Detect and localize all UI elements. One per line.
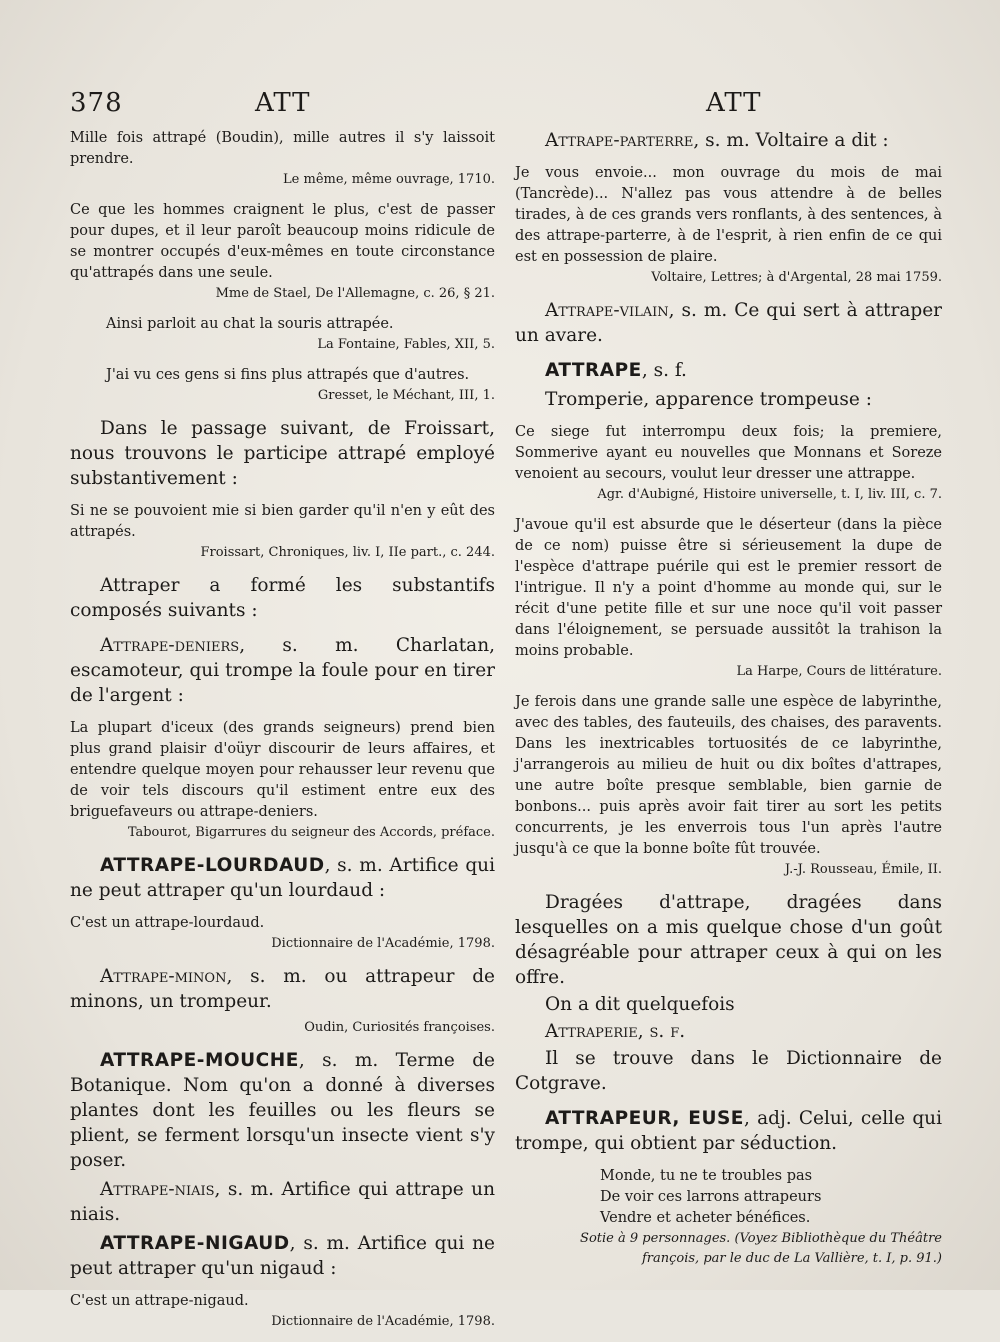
- entry-attrapeur: [515, 1106, 942, 1156]
- entry-headword: Attrape-minon: [100, 966, 227, 987]
- citation-source: Froissart, Chroniques, liv. I, IIe part., c. 244.: [200, 545, 495, 560]
- entry-headword: Attrape-deniers: [100, 635, 240, 656]
- citation-source: La Harpe, Cours de littérature.: [736, 664, 942, 679]
- body-paragraph: Attraper a formé les substantifs composés suivants :: [70, 575, 495, 621]
- entry-attrape-lourdaud: [70, 853, 495, 903]
- entry-headword: ATTRAPE-LOURDAUD: [100, 855, 325, 876]
- citation-source: Le même, même ouvrage, 1710.: [283, 172, 495, 187]
- entry-definition-line: Tromperie, apparence trompeuse :: [545, 389, 872, 410]
- entry-headword: Attrape-vilain: [545, 300, 669, 321]
- quotation: Je vous envoie... mon ouvrage du mois de mai (Tancrède)... N'allez pas vous attendre à de belles tirades, à de ces grands vers ronflants, à des sentences, à des attrape-parterre, à de l'esprit, à rien enfin de ce qui est en possession de plaire.: [515, 165, 942, 265]
- entry-headword: ATTRAPE-MOUCHE: [100, 1050, 299, 1071]
- quotation: Ce que les hommes craignent le plus, c'est de passer pour dupes, et il leur paroît beaucoup moins ridicule de se montrer occupés d'eux-mêmes en toute circonstance qu'attrapés dans une seule.: [70, 202, 495, 281]
- entry-attrape-mouche: [70, 1048, 495, 1173]
- entry-attrape-parterre: [515, 128, 942, 153]
- entry-definition: , s. m. Artifice qui ne peut attraper qu'un nigaud :: [70, 1233, 495, 1279]
- entry-definition: , adj. Celui, celle qui trompe, qui obtient par séduction.: [515, 1108, 943, 1154]
- citation-source: Oudin, Curiosités françoises.: [304, 1020, 495, 1035]
- entry-definition: , s. m. Artifice qui ne peut attraper qu'un lourdaud :: [70, 855, 495, 901]
- quotation: La plupart d'iceux (des grands seigneurs) prend bien plus grand plaisir d'oüyr discourir de leurs affaires, et entendre quelque moyen pour rehausser leur revenu que de voir tels discours qu'il estiment entre eux des briguefaveurs ou attrape-deniers.: [70, 720, 495, 820]
- entry-definition: , s. m. Terme de Botanique. Nom qu'on a donné à diverses plantes dont les feuilles ou les fleurs se plient, se ferment lorsqu'un insecte vient s'y poser.: [70, 1050, 495, 1171]
- body-paragraph: Il se trouve dans le Dictionnaire de Cotgrave.: [515, 1048, 942, 1094]
- verse-line: Vendre et acheter bénéfices.: [600, 1210, 811, 1226]
- body-paragraph: Dans le passage suivant, de Froissart, nous trouvons le participe attrapé employé substantivement :: [70, 418, 495, 489]
- entry-definition: , s. m. Ce qui sert à attraper un avare.: [515, 300, 942, 346]
- quotation: Ainsi parloit au chat la souris attrapée.: [106, 316, 394, 332]
- body-paragraph: Attraperie, s. f.: [545, 1021, 686, 1042]
- verse-line: Monde, tu ne te troubles pas: [600, 1168, 813, 1184]
- body-paragraph: On a dit quelquefois: [545, 994, 735, 1015]
- entry-definition: , s. m. ou attrapeur de minons, un trompeur.: [70, 966, 495, 1012]
- citation-source: Voltaire, Lettres; à d'Argental, 28 mai 1759.: [651, 270, 942, 285]
- entry-headword: ATTRAPE-NIGAUD: [100, 1233, 290, 1254]
- quotation: J'ai vu ces gens si fins plus attrapés que d'autres.: [106, 367, 470, 383]
- entry-attrape-niais: [70, 1177, 495, 1227]
- verse-quotation: [515, 1166, 942, 1229]
- entry-definition: , s. m. Charlatan, escamoteur, qui trompe la foule pour en tirer de l'argent :: [70, 635, 495, 706]
- entry-headword: ATTRAPE: [545, 360, 642, 381]
- citation-source: Dictionnaire de l'Académie, 1798.: [271, 1314, 495, 1329]
- entry-headword: Attrape-niais: [100, 1179, 215, 1200]
- quotation: Ce siege fut interrompu deux fois; la premiere, Sommerive ayant eu nouvelles que Monnans et Soreze venoient au secours, voulut leur dresser une attrappe.: [515, 424, 942, 482]
- left-running-head: ATT: [255, 88, 311, 118]
- entry-definition: , s. m. Voltaire a dit :: [693, 130, 889, 151]
- quotation: Mille fois attrapé (Boudin), mille autres il s'y laissoit prendre.: [70, 130, 495, 167]
- left-column: [70, 128, 495, 1342]
- right-column: [515, 128, 942, 1279]
- entry-attrape: [515, 358, 942, 383]
- citation-source: Agr. d'Aubigné, Histoire universelle, t. I, liv. III, c. 7.: [597, 487, 942, 502]
- entry-headword: ATTRAPEUR, EUSE: [545, 1108, 744, 1129]
- entry-attrape-deniers: [70, 633, 495, 708]
- body-paragraph: Dragées d'attrape, dragées dans lesquelles on a mis quelque chose d'un goût désagréable pour attraper ceux à qui on les offre.: [515, 892, 942, 988]
- citation-source: Sotie à 9 personnages. (Voyez Bibliothèque du Théâtre françois, par le duc de La Vallière, t. I, p. 91.): [580, 1231, 942, 1266]
- quotation: Je ferois dans une grande salle une espèce de labyrinthe, avec des tables, des fauteuils, des chaises, des paravents. Dans les inextricables tortuosités de ce labyrinthe, j'arrangerois au milieu de huit ou dix boîtes d'attrapes, une autre boîte presque semblable, bien garnie de bonbons... puis après avoir fait tirer au sort les petits concurrents, je les enverrois tous l'un après l'autre jusqu'à ce que la bonne boîte fût trouvée.: [515, 694, 942, 857]
- entry-attrape-vilain: [515, 298, 942, 348]
- quotation: C'est un attrape-lourdaud.: [70, 915, 265, 931]
- quotation: C'est un attrape-nigaud.: [70, 1293, 249, 1309]
- verse-line: De voir ces larrons attrapeurs: [600, 1189, 822, 1205]
- right-running-head: ATT: [706, 88, 762, 118]
- citation-source: Tabourot, Bigarrures du seigneur des Accords, préface.: [127, 825, 495, 840]
- quotation: Si ne se pouvoient mie si bien garder qu'il n'en y eût des attrapés.: [70, 503, 495, 540]
- page-number: 378: [70, 88, 123, 118]
- citation-source: J.-J. Rousseau, Émile, II.: [784, 862, 942, 877]
- citation-source: Gresset, le Méchant, III, 1.: [317, 388, 495, 403]
- entry-headword: Attrape-parterre: [545, 130, 694, 151]
- quotation: J'avoue qu'il est absurde que le déserteur (dans la pièce de ce nom) puisse être si sérieusement la dupe de l'espèce d'attrape puérile qui est le premier ressort de l'intrigue. Il n'y a point d'homme au monde qui, sur le récit d'une petite fille et sur une noce qu'il voit passer dans l'éloignement, se persuade aussitôt la trahison la moins probable.: [515, 517, 942, 659]
- entry-definition: , s. m. Artifice qui attrape un niais.: [70, 1179, 495, 1225]
- entry-attrape-nigaud: [70, 1231, 495, 1281]
- citation-source: La Fontaine, Fables, XII, 5.: [317, 337, 495, 352]
- citation-source: Mme de Stael, De l'Allemagne, c. 26, § 21.: [215, 286, 495, 301]
- entry-definition: , s. f.: [641, 360, 687, 381]
- entry-attrape-minon: [70, 964, 495, 1014]
- citation-source: Dictionnaire de l'Académie, 1798.: [271, 936, 495, 951]
